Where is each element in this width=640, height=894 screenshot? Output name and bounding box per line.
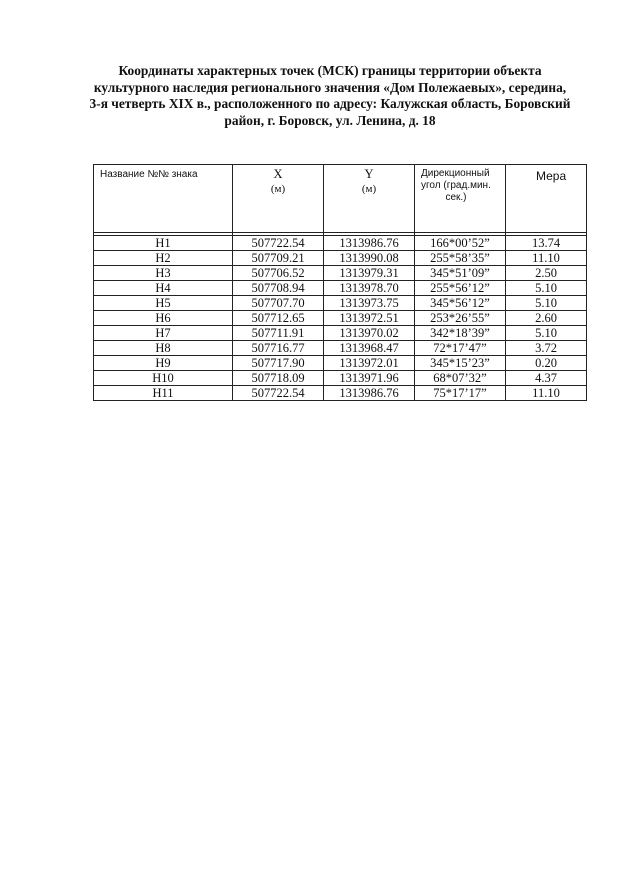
x-coordinate-cell: 507711.91 [233,326,324,341]
point-name-cell: Н2 [94,251,233,266]
y-coordinate-cell: 1313986.76 [324,236,415,251]
table-row [94,266,587,281]
measure-cell: 0.20 [506,356,587,371]
measure-cell: 4.37 [506,371,587,386]
direction-angle-cell: 255*56’12” [415,281,506,296]
header-name: Название №№ знака [94,165,233,233]
y-coordinate-cell: 1313972.01 [324,356,415,371]
direction-angle-cell: 345*15’23” [415,356,506,371]
table-header-row [94,165,587,233]
x-coordinate-cell: 507722.54 [233,386,324,401]
direction-angle-cell: 342*18’39” [415,326,506,341]
header-angle-line-1: Дирекционный [421,168,490,179]
table-row [94,326,587,341]
header-measure: Мера [506,165,587,233]
point-name-cell: Н10 [94,371,233,386]
table-row [94,341,587,356]
table-row [94,371,587,386]
header-angle-line-3: сек.) [445,192,467,203]
point-name-cell: Н4 [94,281,233,296]
document-title [70,63,590,129]
y-coordinate-cell: 1313990.08 [324,251,415,266]
point-name-cell: Н3 [94,266,233,281]
coordinates-table [93,164,587,401]
measure-cell: 13.74 [506,236,587,251]
x-coordinate-cell: 507717.90 [233,356,324,371]
title-line-1: Координаты характерных точек (МСК) границы территории объекта [118,63,542,78]
table-row [94,251,587,266]
y-coordinate-cell: 1313970.02 [324,326,415,341]
direction-angle-cell: 68*07’32” [415,371,506,386]
direction-angle-cell: 75*17’17” [415,386,506,401]
header-x-unit: (м) [270,183,286,195]
header-y [324,165,415,233]
point-name-cell: Н5 [94,296,233,311]
measure-cell: 11.10 [506,386,587,401]
title-line-4: район, г. Боровск, ул. Ленина, д. 18 [224,112,436,128]
x-coordinate-cell: 507722.54 [233,236,324,251]
x-coordinate-cell: 507706.52 [233,266,324,281]
table-row [94,236,587,251]
x-coordinate-cell: 507709.21 [233,251,324,266]
x-coordinate-cell: 507716.77 [233,341,324,356]
direction-angle-cell: 255*58’35” [415,251,506,266]
header-angle [415,165,506,233]
table-row [94,386,587,401]
table-body [94,233,587,401]
point-name-cell: Н8 [94,341,233,356]
header-y-label: Y [364,167,374,181]
header-x-label: X [273,167,283,181]
direction-angle-cell: 166*00’52” [415,236,506,251]
x-coordinate-cell: 507707.70 [233,296,324,311]
header-x [233,165,324,233]
measure-cell: 11.10 [506,251,587,266]
x-coordinate-cell: 507712.65 [233,311,324,326]
table-row [94,296,587,311]
y-coordinate-cell: 1313968.47 [324,341,415,356]
point-name-cell: Н1 [94,236,233,251]
point-name-cell: Н11 [94,386,233,401]
measure-cell: 2.60 [506,311,587,326]
y-coordinate-cell: 1313972.51 [324,311,415,326]
x-coordinate-cell: 507708.94 [233,281,324,296]
table-row [94,281,587,296]
title-line-3: 3-я четверть XIX в., расположенного по адресу: Калужская область, Боровский [89,96,571,111]
measure-cell: 5.10 [506,326,587,341]
y-coordinate-cell: 1313979.31 [324,266,415,281]
measure-cell: 2.50 [506,266,587,281]
title-line-2: культурного наследия регионального значения «Дом Полежаевых», середина, [93,79,567,95]
measure-cell: 5.10 [506,281,587,296]
y-coordinate-cell: 1313971.96 [324,371,415,386]
measure-cell: 5.10 [506,296,587,311]
direction-angle-cell: 345*51’09” [415,266,506,281]
table-row [94,311,587,326]
y-coordinate-cell: 1313986.76 [324,386,415,401]
table-row [94,356,587,371]
point-name-cell: Н9 [94,356,233,371]
measure-cell: 3.72 [506,341,587,356]
y-coordinate-cell: 1313973.75 [324,296,415,311]
direction-angle-cell: 253*26’55” [415,311,506,326]
point-name-cell: Н7 [94,326,233,341]
direction-angle-cell: 345*56’12” [415,296,506,311]
header-angle-line-2: угол (град.мин. [421,180,491,191]
direction-angle-cell: 72*17’47” [415,341,506,356]
y-coordinate-cell: 1313978.70 [324,281,415,296]
point-name-cell: Н6 [94,311,233,326]
x-coordinate-cell: 507718.09 [233,371,324,386]
header-y-unit: (м) [361,183,377,195]
